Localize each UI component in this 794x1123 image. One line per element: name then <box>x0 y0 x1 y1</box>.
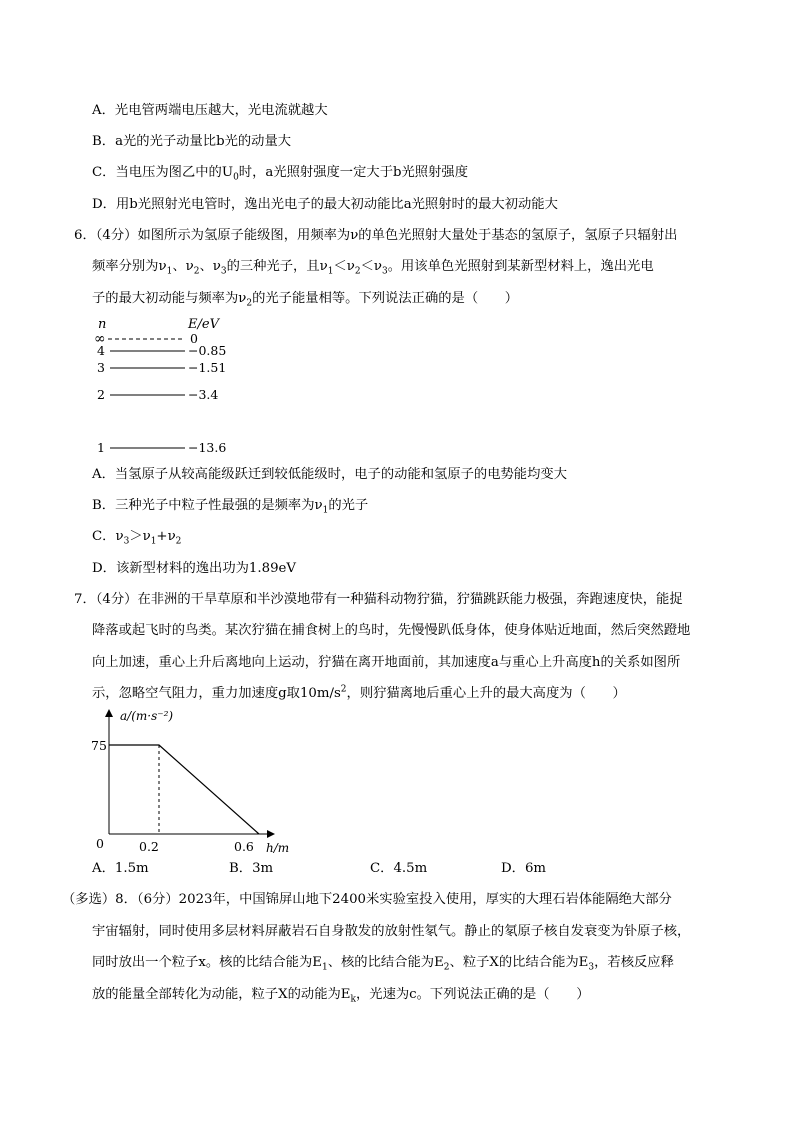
q7-option-d: D．6m <box>501 861 547 876</box>
level-e-3: −1.51 <box>188 360 227 375</box>
q6-option-c: C．$\nu_3>\nu_1+\nu_2$ <box>92 529 182 547</box>
level-e-4: −0.85 <box>188 343 227 358</box>
q7-stem-line2: 降落或起飞时的鸟类。某次狞猫在捕食树上的鸟时，先慢慢趴低身体，使身体贴近地面，然后突然蹬地 <box>92 623 691 638</box>
y-tick-label: 75 <box>91 738 107 753</box>
q8-stem-line3: 同时放出一个粒子x。核的比结合能为$E_1$、核的比结合能为$E_2$、粒子X的比结合能为$E_3$，若核反应释 <box>92 955 674 973</box>
level-n-3: 3 <box>97 360 105 375</box>
energy-level-diagram <box>88 312 248 462</box>
origin-label: 0 <box>96 836 104 851</box>
q5-option-b: B．a光的光子动量比b光的动量大 <box>92 134 292 149</box>
q6-stem-line3: 子的最大初动能与频率为$\nu_2$的光子能量相等。下列说法正确的是（ ） <box>92 291 519 309</box>
acceleration-height-chart <box>88 705 303 857</box>
diagram-e-label: E/eV <box>188 317 219 332</box>
q8-stem-line4: 放的能量全部转化为动能，粒子X的动能为$E_k$，光速为c。下列说法正确的是（ ） <box>92 987 590 1005</box>
q5-option-d: D．用b光照射光电管时，逸出光电子的最大初动能比a光照射时的最大初动能大 <box>92 197 558 212</box>
x-tick-label-1: 0.2 <box>139 839 159 854</box>
q7-option-a: A．1.5m <box>92 861 149 876</box>
x-axis-label: h/m <box>266 841 290 855</box>
q6-option-a: A．当氢原子从较高能级跃迁到较低能级时，电子的动能和氢原子的电势能均变大 <box>92 467 567 482</box>
q6-option-d: D．该新型材料的逸出功为1.89eV <box>92 561 297 576</box>
level-n-1: 1 <box>97 440 105 455</box>
q7-stem-line4: 示，忽略空气阻力，重力加速度g取$10m/s^2$，则狞猫离地后重心上升的最大高度为（ ） <box>92 684 626 701</box>
q7-stem-line3: 向上加速，重心上升后离地向上运动，狞猫在离开地面前，其加速度a与重心上升高度h的关系如图所 <box>92 655 681 670</box>
diagram-n-label: n <box>98 317 107 332</box>
q6-option-b: B．三种光子中粒子性最强的是频率为$\nu_1$的光子 <box>92 498 369 516</box>
q7-option-b: B．3m <box>229 861 274 876</box>
acceleration-curve <box>109 745 259 834</box>
y-axis-label: a/(m·s⁻²) <box>120 709 174 723</box>
q7-stem-line1: 7．（4分）在非洲的干旱草原和半沙漠地带有一种猫科动物狞猫，狞猫跳跃能力极强，奔跑速度快，能捉 <box>74 592 683 607</box>
level-n-2: 2 <box>97 387 105 402</box>
q7-option-c: C．4.5m <box>370 861 428 876</box>
q6-stem-line1: 6．（4分）如图所示为氢原子能级图，用频率为ν的单色光照射大量处于基态的氢原子，氢原子只辐射出 <box>74 228 678 243</box>
level-n-4: 4 <box>97 343 105 358</box>
level-e-inf: 0 <box>190 331 198 346</box>
q6-stem-line2: 频率分别为$\nu_1$、$\nu_2$、$\nu_3$的三种光子，且$\nu_1<\nu_2<\nu_3$。用该单色光照射到某新型材料上，逸出光电 <box>92 259 654 277</box>
q8-stem-line2: 宇宙辐射，同时使用多层材料屏蔽岩石自身散发的放射性氡气。静止的氡原子核自发衰变为钋原子核， <box>92 924 691 939</box>
level-e-1: −13.6 <box>188 440 227 455</box>
level-e-2: −3.4 <box>188 387 219 402</box>
level-n-inf: ∞ <box>94 331 106 347</box>
q8-stem-line1: （多选）8．（6分）2023年，中国锦屏山地下2400米实验室投入使用，厚实的大理石岩体能隔绝大部分 <box>62 892 672 907</box>
x-tick-label-2: 0.6 <box>234 839 254 854</box>
q5-option-c: C．当电压为图乙中的$U_0$时，a光照射强度一定大于b光照射强度 <box>92 165 468 183</box>
q5-option-a: A．光电管两端电压越大，光电流就越大 <box>92 103 328 118</box>
